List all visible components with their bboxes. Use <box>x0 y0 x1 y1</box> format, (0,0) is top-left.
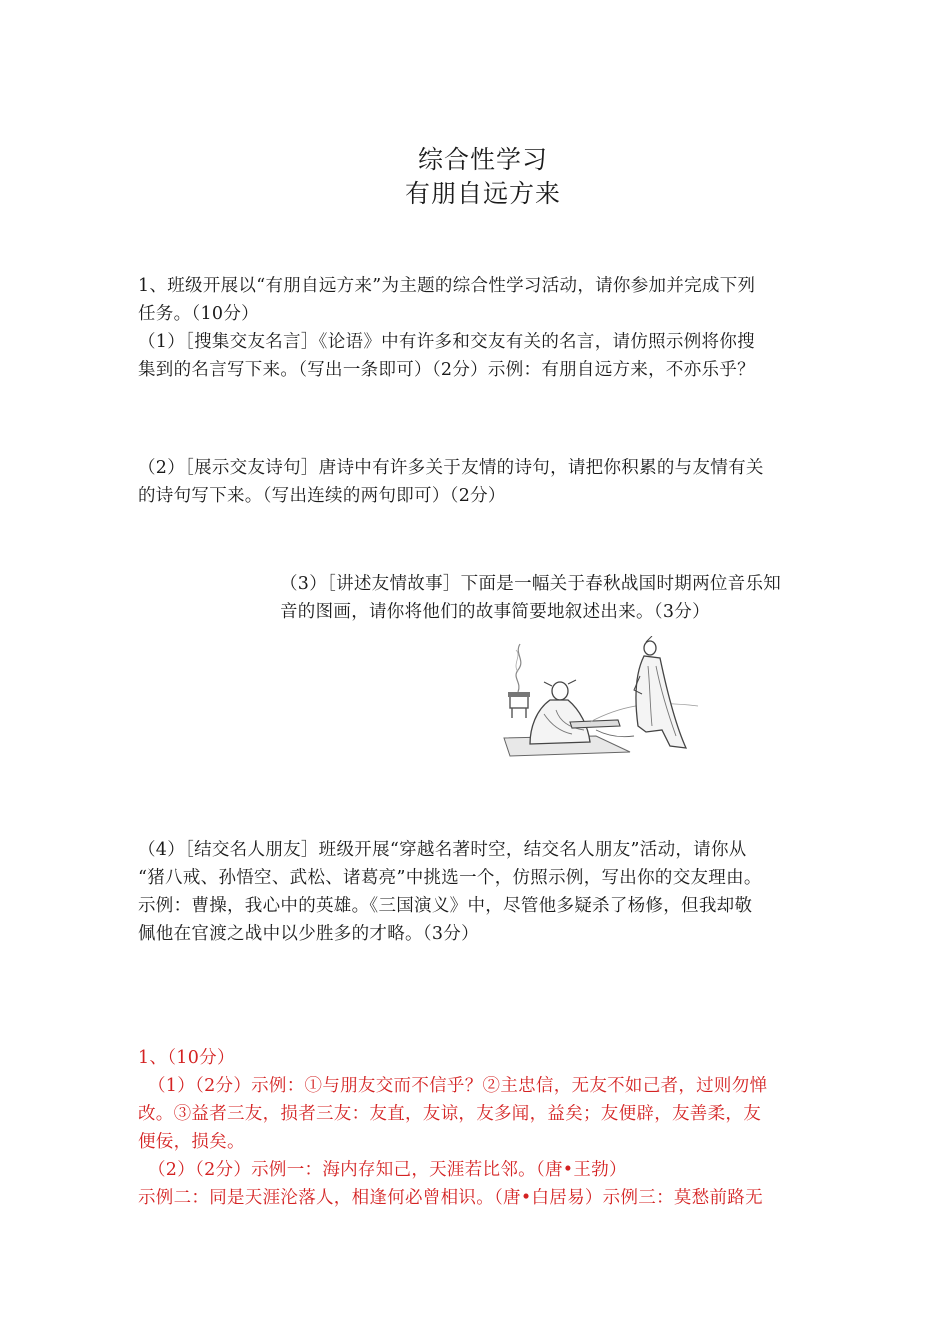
answer-line: 改。③益者三友，损者三友：友直，友谅，友多闻，益矣；友便辟，友善柔，友 <box>138 1104 761 1124</box>
page-subtitle: 有朋自远方来 <box>404 179 561 208</box>
answer-line: （2）（2分）示例一：海内存知己，天涯若比邻。（唐•王勃） <box>148 1160 627 1180</box>
question-part-4-line: （4）［结交名人朋友］班级开展“穿越名著时空，结交名人朋友”活动，请你从 <box>138 840 747 860</box>
answer-line: （1）（2分）示例：①与朋友交而不信乎？②主忠信，无友不如己者，过则勿惮 <box>148 1076 768 1096</box>
question-intro-line: 1、班级开展以“有朋自远方来”为主题的综合性学习活动，请你参加并完成下列 <box>138 276 756 296</box>
answer-line: 便佞，损矣。 <box>138 1132 245 1152</box>
guqin-zhiyin-illustration <box>500 636 700 768</box>
answer-line: 1、（10分） <box>138 1048 235 1068</box>
question-part-3 <box>280 570 840 626</box>
question-part-2-line: （2）［展示交友诗句］唐诗中有许多关于友情的诗句，请把你积累的与友情有关 <box>138 458 764 478</box>
question-part-2 <box>138 454 828 510</box>
question-part-4-line: 佩他在官渡之战中以少胜多的才略。（3分） <box>138 924 479 944</box>
question-intro <box>138 272 828 328</box>
question-part-4-line: 示例：曹操，我心中的英雄。《三国演义》中，尽管他多疑杀了杨修，但我却敬 <box>138 896 753 916</box>
question-intro-line: 任务。（10分） <box>138 304 259 324</box>
answer-block <box>138 1044 828 1212</box>
question-part-4-line: “猪八戒、孙悟空、武松、诸葛亮”中挑选一个，仿照示例，写出你的交友理由。 <box>138 868 762 888</box>
answer-line: 示例二：同是天涯沦落人，相逢何必曾相识。（唐•白居易）示例三：莫愁前路无 <box>138 1188 763 1208</box>
question-part-4 <box>138 836 828 948</box>
question-part-1-line: 集到的名言写下来。（写出一条即可）（2分）示例：有朋自远方来，不亦乐乎？ <box>138 360 755 380</box>
question-part-3-line: 音的图画，请你将他们的故事简要地叙述出来。（3分） <box>280 602 710 622</box>
question-part-1-line: （1）［搜集交友名言］《论语》中有许多和交友有关的名言，请仿照示例将你搜 <box>138 332 755 352</box>
question-part-3-line: （3）［讲述友情故事］下面是一幅关于春秋战国时期两位音乐知 <box>280 574 782 594</box>
page-title: 综合性学习 <box>417 145 548 174</box>
question-part-1 <box>138 328 828 384</box>
question-part-2-line: 的诗句写下来。（写出连续的两句即可）（2分） <box>138 486 506 506</box>
